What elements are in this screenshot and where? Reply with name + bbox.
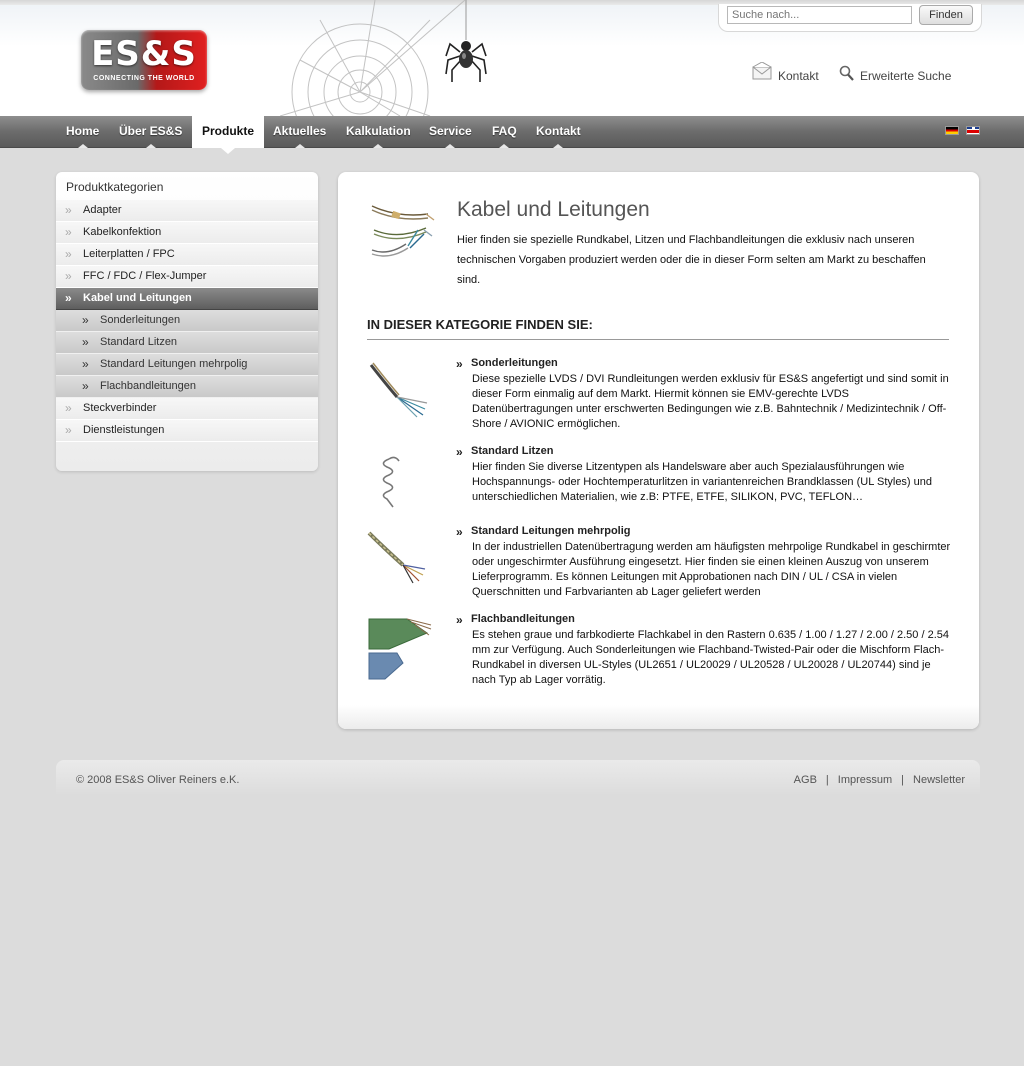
spider-icon [444, 0, 488, 86]
footer-link-agb[interactable]: AGB [793, 774, 817, 786]
sidebar-item-label: Standard Leitungen mehrpolig [100, 358, 248, 370]
spiderweb-decoration [280, 0, 470, 116]
magnifier-icon [839, 65, 855, 83]
chevron-icon: » [65, 203, 72, 217]
nav-kontakt-label: Kontakt [536, 124, 581, 138]
sidebar-subitem-standard-litzen[interactable] [56, 332, 318, 354]
nav-kontakt[interactable] [536, 116, 581, 148]
sidebar-item-label: Leiterplatten / FPC [83, 248, 175, 260]
category-list [56, 200, 318, 442]
sidebar-item-steckverbinder[interactable] [56, 398, 318, 420]
sidebar-item-label: Kabelkonfektion [83, 226, 162, 238]
chevron-icon: » [82, 379, 89, 393]
nav-tick [373, 144, 383, 148]
sidebar-item-dienstleistungen[interactable] [56, 420, 318, 442]
sidebar-item-label: Dienstleistungen [83, 424, 165, 436]
nav-tick [146, 144, 156, 148]
product-description: Es stehen graue und farbkodierte Flachkabel in den Rastern 0.635 / 1.00 / 1.27 / 2.00 / 2.50 / 2.54 mm zur Verfügung. Auch Sonderleitungen wie Flachband-Twisted-Pair oder die Mischform Flach-Rundkabel in diversen UL-Styles (UL2651 / UL20029 / UL20528 / UL20028 / UL20744) sind je nach Typ ab Lager vorrätig. [472, 629, 949, 686]
chevron-icon: » [65, 291, 72, 305]
sidebar-item-adapter[interactable] [56, 200, 318, 222]
product-description: Diese spezielle LVDS / DVI Rundleitungen werden exklusiv für ES&S angefertigt und sind somit in dieser Form einmalig auf dem Markt. Hiermit können sie EMV-gerechte LVDS Datenübertragungen unter erschwerten Bedingungen wie z.B. Bahntechnik / Medizintechnik / Off-Shore / AVIONIC ermöglichen. [472, 373, 949, 430]
chevron-icon: » [82, 313, 89, 327]
nav-faq-label: FAQ [492, 124, 517, 138]
flachbandleitungen-image [367, 613, 433, 685]
copyright: © 2008 ES&S Oliver Reiners e.K. [76, 774, 240, 786]
nav-active-tick [221, 148, 235, 154]
search-button[interactable]: Finden [919, 5, 973, 25]
language-switcher [938, 126, 980, 138]
nav-tick [445, 144, 455, 148]
footer-link-impressum[interactable]: Impressum [837, 774, 893, 786]
nav-kalkulation-label: Kalkulation [346, 124, 411, 138]
nav-service[interactable] [429, 116, 472, 148]
product-name[interactable]: Sonderleitungen [471, 357, 558, 369]
nav-aktuelles-label: Aktuelles [273, 124, 327, 138]
footer [56, 760, 980, 796]
standard-litzen-image [367, 445, 433, 511]
chevron-icon: » [456, 445, 463, 459]
chevron-icon: » [65, 247, 72, 261]
nav-produkte-label: Produkte [202, 124, 255, 138]
nav-faq[interactable] [492, 116, 517, 148]
nav-home[interactable] [66, 116, 99, 148]
chevron-icon: » [82, 335, 89, 349]
sidebar-item-leiterplatten[interactable] [56, 244, 318, 266]
sidebar-item-label: Flachbandleitungen [100, 380, 197, 392]
sidebar-item-ffc-fdc[interactable] [56, 266, 318, 288]
search-input[interactable] [727, 6, 912, 24]
chevron-icon: » [82, 357, 89, 371]
chevron-icon: » [456, 613, 463, 627]
sidebar-item-label: FFC / FDC / Flex-Jumper [83, 270, 207, 282]
contact-link-label: Kontakt [778, 69, 819, 83]
sonderleitungen-image [367, 357, 433, 423]
intro-text: Hier finden sie spezielle Rundkabel, Litzen und Flachbandleitungen die exklusiv nach unseren technischen Vorgaben produziert werden oder die in dieser Form selten am Markt zu beschaffen sind. [457, 234, 926, 286]
nav-tick [295, 144, 305, 148]
search-box [718, 4, 982, 32]
cable-bundle-image [368, 200, 436, 266]
product-item[interactable] [367, 357, 952, 437]
sidebar-subitem-standard-leitungen-mehrpolig[interactable] [56, 354, 318, 376]
chevron-icon: » [456, 525, 463, 539]
product-name[interactable]: Flachbandleitungen [471, 613, 575, 625]
chevron-icon: » [65, 269, 72, 283]
nav-home-label: Home [66, 124, 100, 138]
sidebar [56, 172, 318, 471]
sidebar-item-label: Sonderleitungen [100, 314, 181, 326]
product-name[interactable]: Standard Litzen [471, 445, 554, 457]
sidebar-item-label: Standard Litzen [100, 336, 178, 348]
nav-aktuelles[interactable] [273, 116, 326, 148]
product-item[interactable] [367, 613, 952, 693]
sidebar-subitem-sonderleitungen[interactable] [56, 310, 318, 332]
footer-separator: | [901, 774, 905, 786]
standard-leitungen-mehrpolig-image [367, 525, 433, 591]
nav-tick [78, 144, 88, 148]
section-divider [367, 339, 949, 340]
sidebar-subitem-flachbandleitungen[interactable] [56, 376, 318, 398]
nav-ueber-ess-label: Über ES&S [119, 124, 183, 138]
chevron-icon: » [456, 357, 463, 371]
mail-icon [752, 62, 772, 80]
advanced-search-label: Erweiterte Suche [860, 69, 952, 83]
product-item[interactable] [367, 525, 952, 605]
nav-tick [499, 144, 509, 148]
chevron-icon: » [65, 225, 72, 239]
nav-service-label: Service [429, 124, 472, 138]
flag-de-icon[interactable] [945, 126, 959, 135]
main-content [338, 172, 979, 729]
sidebar-item-label: Kabel und Leitungen [83, 292, 192, 304]
nav-produkte[interactable] [192, 116, 264, 148]
nav-tick [553, 144, 563, 148]
product-name[interactable]: Standard Leitungen mehrpolig [471, 525, 631, 537]
footer-links [794, 774, 965, 786]
sidebar-item-label: Adapter [83, 204, 122, 216]
nav-kalkulation[interactable] [346, 116, 411, 148]
main-bottom-gradient [338, 705, 979, 729]
footer-separator: | [825, 774, 829, 786]
sidebar-item-label: Steckverbinder [83, 402, 157, 414]
sidebar-item-kabelkonfektion[interactable] [56, 222, 318, 244]
logo-tagline: CONNECTING THE WORLD [93, 75, 195, 82]
product-description: In der industriellen Datenübertragung werden am häufigsten mehrpolige Rundkabel in geschirmter oder ungeschirmter Ausführung eingesetzt. Hier finden sie einen kleinen Auszug von unserem Lieferprogramm. Es können Leitungen mit Approbationen nach DIN / UL / CSA in vielen Querschnitten und Farbvarianten ab Lager geliefert werden [472, 541, 951, 598]
sidebar-item-kabel-und-leitungen[interactable] [56, 288, 318, 310]
nav-ueber-ess[interactable] [119, 116, 182, 148]
product-item[interactable] [367, 445, 952, 517]
chevron-icon: » [65, 423, 72, 437]
logo-text: ES&S [91, 34, 197, 74]
logo[interactable] [81, 30, 207, 90]
product-description: Hier finden Sie diverse Litzentypen als Handelsware aber auch Spezialausführungen wie Hochspannungs- oder Hochtemperaturlitzen in variantenreichen Brandklassen (UL Styles) und unterschiedlichen Materialien, wie z.B: PTFE, ETFE, SILIKON, PVC, TEFLON… [472, 461, 933, 503]
page-title: Kabel und Leitungen [457, 198, 650, 221]
footer-link-newsletter[interactable]: Newsletter [913, 774, 965, 786]
chevron-icon: » [65, 401, 72, 415]
header [0, 0, 1024, 116]
main-navigation [0, 116, 1024, 148]
sidebar-title: Produktkategorien [66, 180, 164, 194]
section-heading: IN DIESER KATEGORIE FINDEN SIE: [367, 317, 593, 332]
flag-en-icon[interactable] [966, 126, 980, 135]
